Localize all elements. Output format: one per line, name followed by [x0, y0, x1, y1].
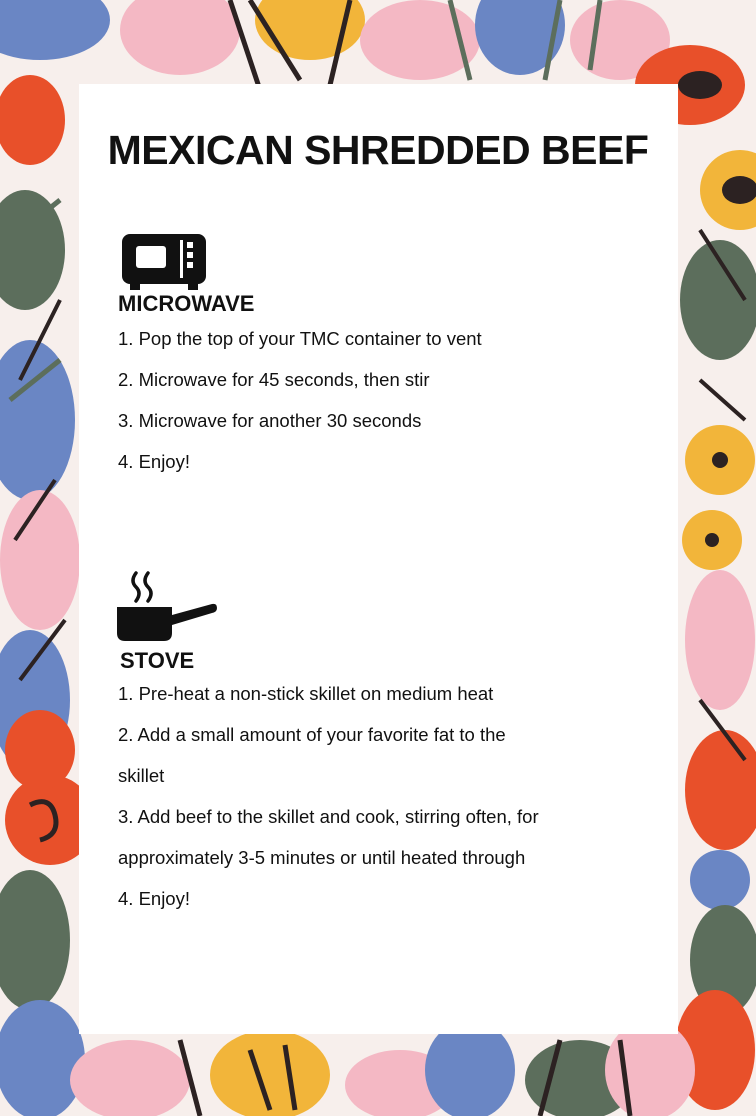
- microwave-step: 2. Microwave for 45 seconds, then stir: [118, 369, 430, 390]
- stove-label: STOVE: [120, 648, 195, 673]
- stove-step: 1. Pre-heat a non-stick skillet on medium heat: [118, 683, 494, 704]
- stove-step: 3. Add beef to the skillet and cook, stirring often, for: [118, 806, 539, 827]
- saucepan-steam-icon: [116, 571, 218, 643]
- stove-step: approximately 3-5 minutes or until heated through: [118, 847, 526, 868]
- microwave-label: MICROWAVE: [118, 291, 255, 316]
- stove-step: skillet: [118, 765, 165, 786]
- microwave-step: 3. Microwave for another 30 seconds: [118, 410, 422, 431]
- microwave-step: 1. Pop the top of your TMC container to vent: [118, 328, 482, 349]
- stove-step: 2. Add a small amount of your favorite fat to the: [118, 724, 506, 745]
- stove-step: 4. Enjoy!: [118, 888, 190, 909]
- recipe-title: MEXICAN SHREDDED BEEF: [107, 127, 649, 173]
- microwave-step: 4. Enjoy!: [118, 451, 190, 472]
- microwave-icon: [122, 234, 206, 290]
